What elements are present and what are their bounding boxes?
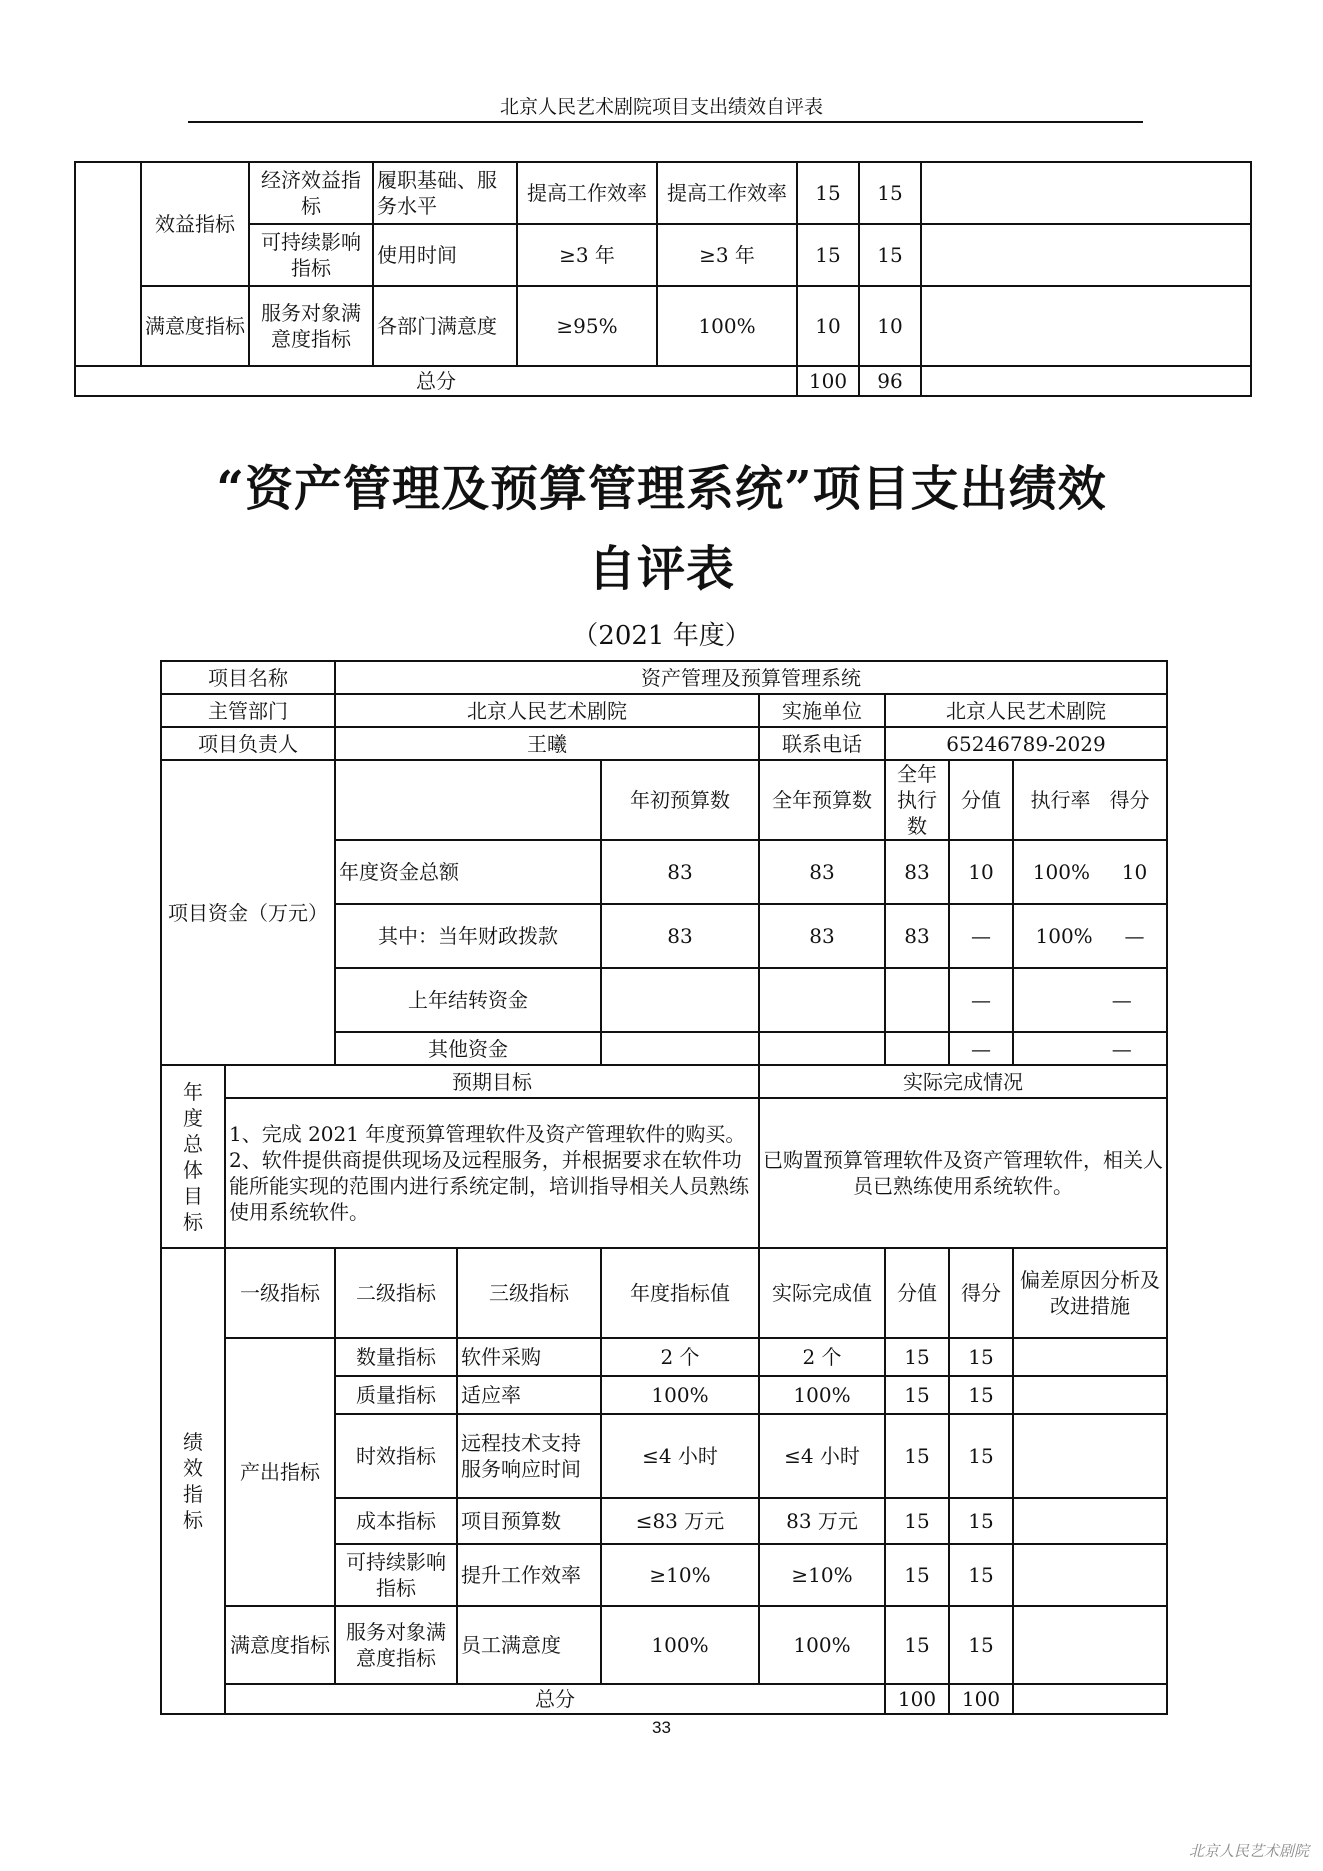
funds-cell: 100% 10 — [1013, 840, 1167, 904]
page-header: 北京人民艺术剧院项目支出绩效自评表 — [499, 96, 823, 118]
dept-label: 主管部门 — [161, 694, 335, 727]
funds-header: 分值 — [949, 760, 1013, 840]
note-cell — [921, 366, 1251, 396]
page-number: 33 — [652, 1718, 671, 1737]
perf-score: 15 — [885, 1376, 949, 1414]
total-score: 100 — [797, 366, 859, 396]
doc-year: （2021 年度） — [572, 621, 751, 651]
funds-cell: 100% — — [1013, 904, 1167, 968]
perf-got: 15 — [949, 1414, 1013, 1498]
perf-actual: 100% — [759, 1376, 885, 1414]
level2-cell: 经济效益指标 — [249, 162, 373, 224]
dept: 北京人民艺术剧院 — [335, 694, 759, 727]
doc-title-line1: “资产管理及预算管理系统”项目支出绩效 — [216, 461, 1107, 517]
perf-level2: 成本指标 — [335, 1498, 457, 1544]
project-name: 资产管理及预算管理系统 — [335, 661, 1167, 694]
perf-level2: 可持续影响指标 — [335, 1544, 457, 1606]
project-name-label: 项目名称 — [161, 661, 335, 694]
perf-note — [1013, 1338, 1167, 1376]
got-cell: 15 — [859, 224, 921, 286]
funds-header: 年初预算数 — [601, 760, 759, 840]
note-cell — [921, 162, 1251, 224]
perf-label: 绩效指标 — [161, 1248, 225, 1714]
level2-cell: 服务对象满意度指标 — [249, 286, 373, 366]
funds-cell: 83 — [885, 904, 949, 968]
actual-cell: 提高工作效率 — [657, 162, 797, 224]
level3-cell: 各部门满意度 — [373, 286, 517, 366]
funds-row-name: 年度资金总额 — [335, 840, 601, 904]
perf-header: 一级指标 — [225, 1248, 335, 1338]
perf-header: 得分 — [949, 1248, 1013, 1338]
target-cell: ≥3 年 — [517, 224, 657, 286]
perf-score: 15 — [885, 1338, 949, 1376]
perf-target: ≥10% — [601, 1544, 759, 1606]
phone: 65246789-2029 — [885, 727, 1167, 760]
perf-got: 15 — [949, 1498, 1013, 1544]
perf-note — [1013, 1376, 1167, 1414]
blank-cell — [75, 162, 141, 366]
perf-target: 2 个 — [601, 1338, 759, 1376]
perf-score: 15 — [885, 1414, 949, 1498]
perf-actual: ≤4 小时 — [759, 1414, 885, 1498]
funds-cell — [601, 968, 759, 1032]
funds-cell: — — [949, 1032, 1013, 1065]
perf-got: 15 — [949, 1544, 1013, 1606]
perf-score: 15 — [885, 1606, 949, 1684]
total-got: 96 — [859, 366, 921, 396]
leader-label: 项目负责人 — [161, 727, 335, 760]
perf-level3: 提升工作效率 — [457, 1544, 601, 1606]
goals-actual: 已购置预算管理软件及资产管理软件，相关人员已熟练使用系统软件。 — [759, 1098, 1167, 1248]
score-cell: 15 — [797, 224, 859, 286]
got-cell: 15 — [859, 162, 921, 224]
target-cell: ≥95% — [517, 286, 657, 366]
perf-actual: 2 个 — [759, 1338, 885, 1376]
funds-cell: 10 — [949, 840, 1013, 904]
goals-label: 年度总体目标 — [161, 1065, 225, 1248]
perf-note — [1013, 1544, 1167, 1606]
perf-got: 15 — [949, 1606, 1013, 1684]
goals-expected: 1、完成 2021 年度预算管理软件及资产管理软件的购买。 2、软件提供商提供现场及远程服务，并根据要求在软件功能所能实现的范围内进行系统定制，培训指导相关人员熟练使用系统软件。 — [225, 1098, 759, 1248]
perf-score: 15 — [885, 1498, 949, 1544]
score-cell: 10 — [797, 286, 859, 366]
funds-cell: 83 — [885, 840, 949, 904]
perf-header: 年度指标值 — [601, 1248, 759, 1338]
funds-cell — [759, 1032, 885, 1065]
perf-target: ≤83 万元 — [601, 1498, 759, 1544]
perf-level3: 项目预算数 — [457, 1498, 601, 1544]
perf-header: 分值 — [885, 1248, 949, 1338]
funds-header: 全年执行数 — [885, 760, 949, 840]
perf-level2: 服务对象满意度指标 — [335, 1606, 457, 1684]
watermark: 北京人民艺术剧院 — [1188, 1842, 1309, 1860]
funds-row-name: 其中：当年财政拨款 — [335, 904, 601, 968]
perf-note — [1013, 1414, 1167, 1498]
top-table — [74, 161, 1252, 397]
perf-total-got: 100 — [949, 1684, 1013, 1714]
funds-header: 全年预算数 — [759, 760, 885, 840]
perf-target: ≤4 小时 — [601, 1414, 759, 1498]
perf-score: 15 — [885, 1544, 949, 1606]
perf-level2: 质量指标 — [335, 1376, 457, 1414]
group-cell: 满意度指标 — [141, 286, 249, 366]
perf-level2: 数量指标 — [335, 1338, 457, 1376]
perf-note — [1013, 1684, 1167, 1714]
funds-cell: 83 — [601, 904, 759, 968]
perf-target: 100% — [601, 1376, 759, 1414]
perf-target: 100% — [601, 1606, 759, 1684]
unit-label: 实施单位 — [759, 694, 885, 727]
funds-label: 项目资金（万元） — [161, 760, 335, 1065]
perf-note — [1013, 1498, 1167, 1544]
actual-cell: 100% — [657, 286, 797, 366]
doc-title-line2: 自评表 — [587, 541, 735, 597]
perf-actual: 83 万元 — [759, 1498, 885, 1544]
group-cell: 效益指标 — [141, 162, 249, 286]
level3-cell: 使用时间 — [373, 224, 517, 286]
actual-cell: ≥3 年 — [657, 224, 797, 286]
perf-group-satisfaction: 满意度指标 — [225, 1606, 335, 1684]
perf-header: 二级指标 — [335, 1248, 457, 1338]
total-label: 总分 — [75, 366, 797, 396]
funds-header: 执行率 得分 — [1013, 760, 1167, 840]
goals-expected-label: 预期目标 — [225, 1065, 759, 1098]
funds-cell: 83 — [759, 904, 885, 968]
funds-cell: — — [949, 904, 1013, 968]
phone-label: 联系电话 — [759, 727, 885, 760]
evaluation-table — [160, 660, 1168, 1715]
perf-actual: ≥10% — [759, 1544, 885, 1606]
funds-cell — [601, 1032, 759, 1065]
funds-cell: — — [949, 968, 1013, 1032]
perf-level3: 远程技术支持服务响应时间 — [457, 1414, 601, 1498]
funds-row-name: 上年结转资金 — [335, 968, 601, 1032]
perf-group-output: 产出指标 — [225, 1338, 335, 1606]
funds-cell — [885, 968, 949, 1032]
perf-got: 15 — [949, 1338, 1013, 1376]
target-cell: 提高工作效率 — [517, 162, 657, 224]
unit: 北京人民艺术剧院 — [885, 694, 1167, 727]
header-rule — [188, 121, 1143, 123]
perf-header: 偏差原因分析及改进措施 — [1013, 1248, 1167, 1338]
score-cell: 15 — [797, 162, 859, 224]
perf-total-label: 总分 — [225, 1684, 885, 1714]
funds-row-name: 其他资金 — [335, 1032, 601, 1065]
level2-cell: 可持续影响指标 — [249, 224, 373, 286]
note-cell — [921, 286, 1251, 366]
level3-cell: 履职基础、服务水平 — [373, 162, 517, 224]
perf-note — [1013, 1606, 1167, 1684]
perf-level3: 员工满意度 — [457, 1606, 601, 1684]
perf-actual: 100% — [759, 1606, 885, 1684]
perf-level3: 适应率 — [457, 1376, 601, 1414]
perf-header: 三级指标 — [457, 1248, 601, 1338]
perf-level3: 软件采购 — [457, 1338, 601, 1376]
funds-cell: 83 — [759, 840, 885, 904]
got-cell: 10 — [859, 286, 921, 366]
funds-cell: — — [1013, 968, 1167, 1032]
funds-cell — [885, 1032, 949, 1065]
perf-level2: 时效指标 — [335, 1414, 457, 1498]
perf-got: 15 — [949, 1376, 1013, 1414]
goals-actual-label: 实际完成情况 — [759, 1065, 1167, 1098]
funds-cell — [759, 968, 885, 1032]
funds-cell: 83 — [601, 840, 759, 904]
perf-header: 实际完成值 — [759, 1248, 885, 1338]
note-cell — [921, 224, 1251, 286]
funds-cell: — — [1013, 1032, 1167, 1065]
perf-total-score: 100 — [885, 1684, 949, 1714]
funds-blank-header — [335, 760, 601, 840]
leader: 王曦 — [335, 727, 759, 760]
